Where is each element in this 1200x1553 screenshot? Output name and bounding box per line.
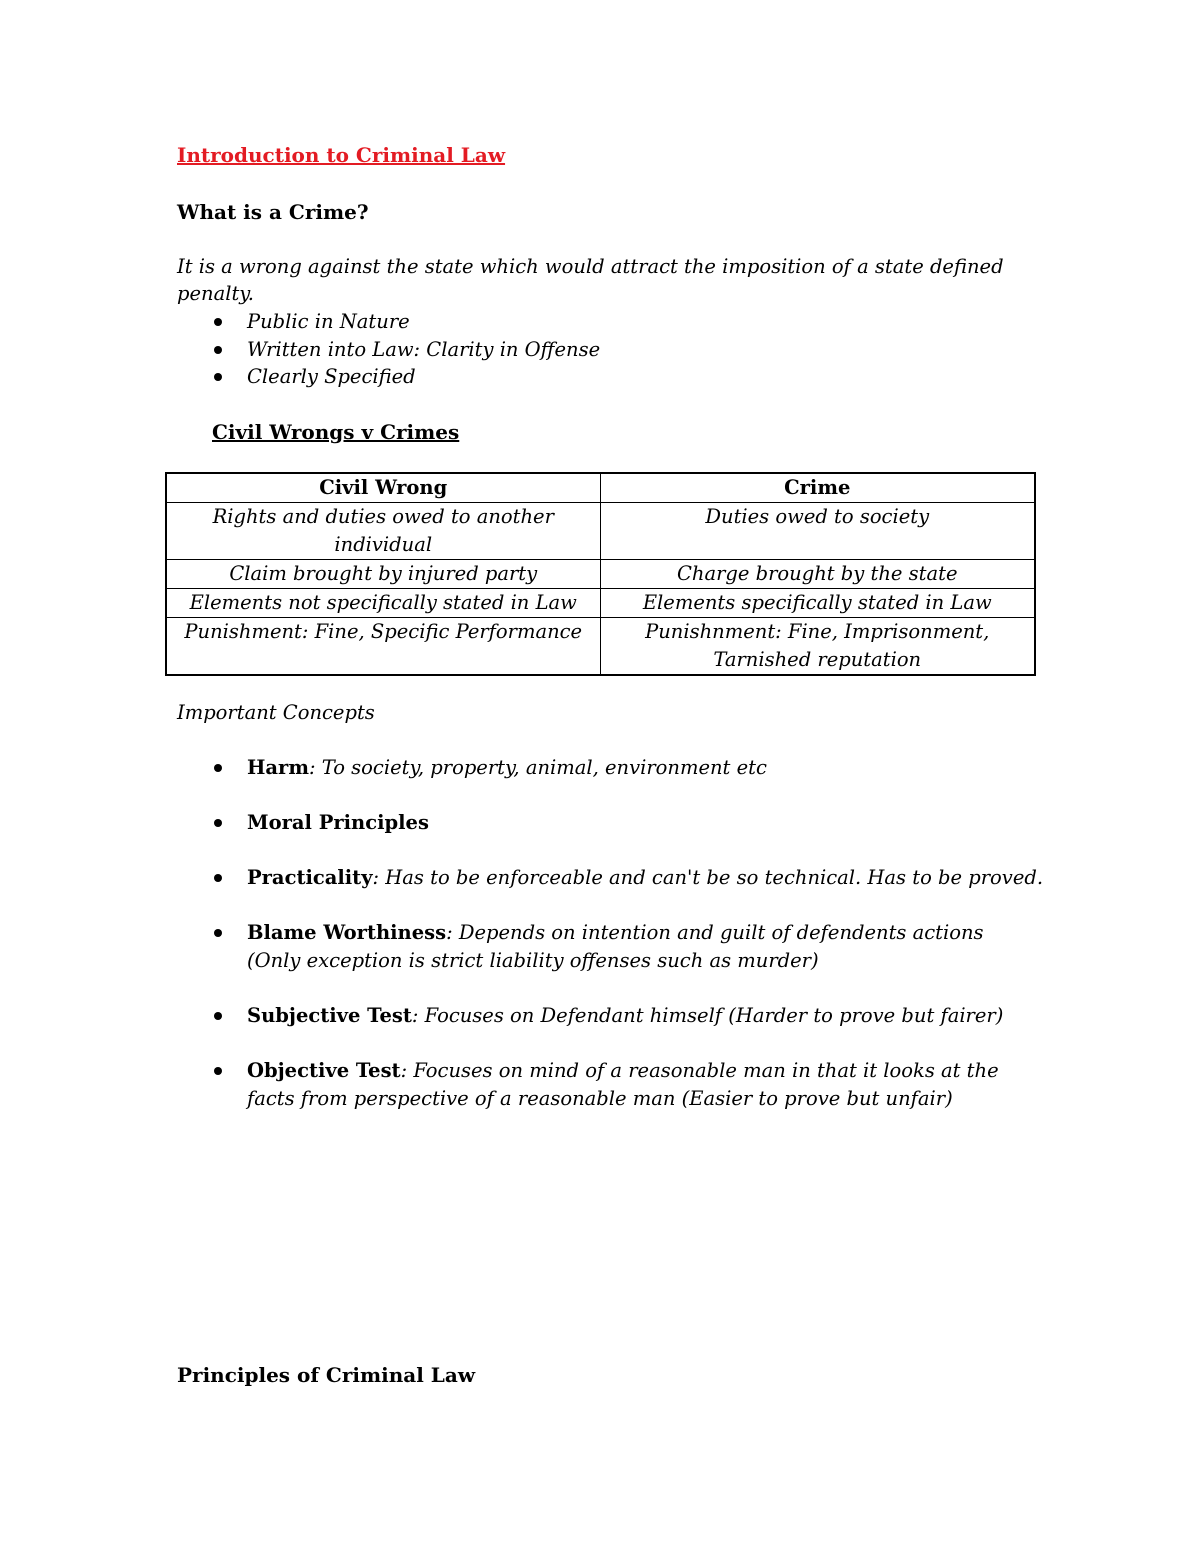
list-item: Public in Nature [247,310,410,333]
concept-item-practicality [247,864,1043,892]
bullet-icon [214,1067,222,1075]
concept-item-objective [247,1057,999,1085]
concept-desc: : To society, property, animal, environment etc [308,756,767,779]
concept-desc: : Focuses on Defendant himself (Harder to prove but fairer) [411,1004,1004,1027]
table-row [166,503,1035,560]
definition-line-1: It is a wrong against the state which would attract the imposition of a state defined [177,255,1004,278]
cell-line: Tarnished reputation [713,648,922,671]
cell-line: Charge brought by the state [676,562,958,585]
concept-item-subjective [247,1002,1003,1030]
table-cell [166,618,600,676]
table-cell [600,589,1035,618]
concept-item-moral [247,809,429,837]
cell-line: Rights and duties owed to another [212,505,554,528]
table-header-row [166,473,1035,503]
table-cell [600,503,1035,560]
concept-term: Harm [247,756,309,779]
cell-line: Elements specifically stated in Law [642,591,992,614]
concept-desc-continued: (Only exception is strict liability offenses such as murder) [247,949,819,972]
column-header-crime: Crime [600,473,1035,503]
concept-desc: : Depends on intention and guilt of defendents actions [446,921,984,944]
comparison-table [165,472,1036,676]
concept-desc: : Has to be enforceable and can't be so technical. Has to be proved. [372,866,1044,889]
cell-line: Punishnment: Fine, Imprisonment, [645,620,990,643]
table-row [166,589,1035,618]
concept-term: Practicality [247,866,373,889]
concept-term: Blame Worthiness [247,921,447,944]
column-header-civil-wrong: Civil Wrong [166,473,600,503]
cell-line: Claim brought by injured party [229,562,538,585]
concept-term: Subjective Test [247,1004,412,1027]
bullet-icon [214,318,222,326]
bullet-icon [214,874,222,882]
cell-line: Elements not specifically stated in Law [189,591,577,614]
table-cell [166,560,600,589]
table-cell [166,589,600,618]
table-row [166,618,1035,676]
bullet-icon [214,764,222,772]
concept-term: Moral Principles [247,811,429,834]
concept-desc: : Focuses on mind of a reasonable man in that it looks at the [400,1059,999,1082]
bullet-icon [214,929,222,937]
bullet-icon [214,373,222,381]
bullet-icon [214,1012,222,1020]
definition-line-2: penalty. [177,282,254,305]
table-row [166,560,1035,589]
table-cell [166,503,600,560]
concept-item-blame [247,919,984,947]
concept-desc-continued: facts from perspective of a reasonable man (Easier to prove but unfair) [247,1087,953,1110]
cell-line: individual [334,533,433,556]
list-item: Clearly Specified [247,365,416,388]
bullet-icon [214,819,222,827]
concept-item-harm [247,754,767,782]
list-item: Written into Law: Clarity in Offense [247,338,601,361]
table-cell [600,560,1035,589]
bullet-icon [214,346,222,354]
comparison-heading: Civil Wrongs v Crimes [212,420,460,444]
cell-line: Duties owed to society [705,505,930,528]
section-heading-what-is-crime: What is a Crime? [177,200,369,224]
cell-line: Punishment: Fine, Specific Performance [184,620,583,643]
section-heading-principles: Principles of Criminal Law [177,1363,476,1387]
concepts-heading: Important Concepts [177,701,375,724]
document-title: Introduction to Criminal Law [177,143,506,167]
table-cell [600,618,1035,676]
concept-term: Objective Test [247,1059,401,1082]
